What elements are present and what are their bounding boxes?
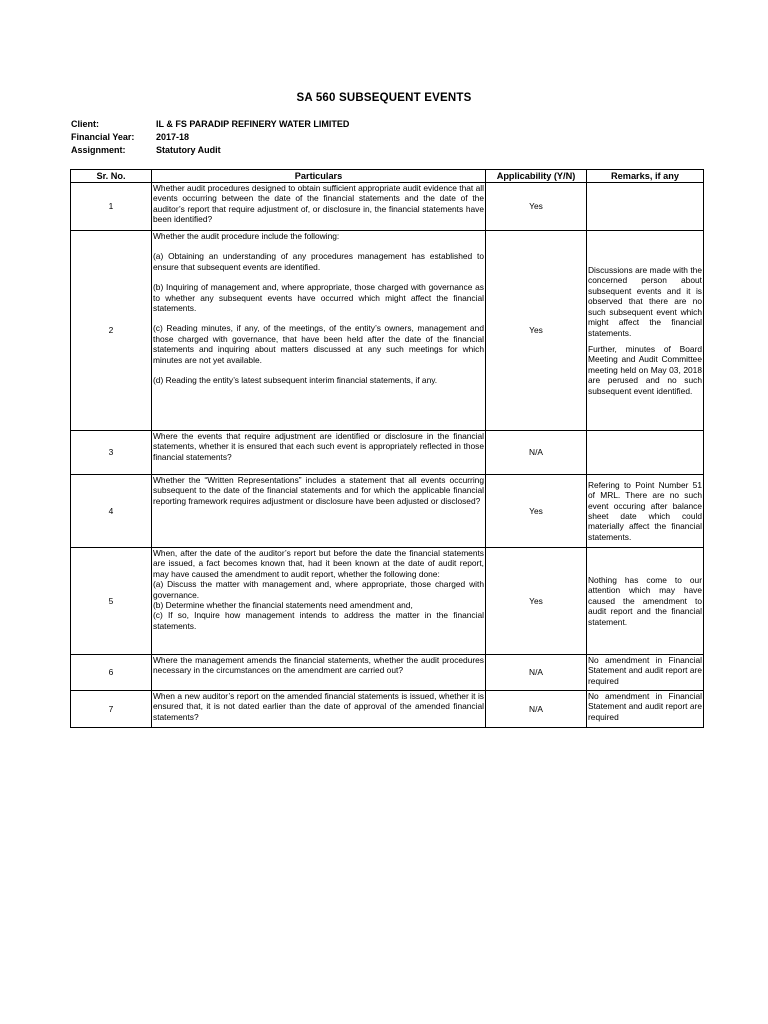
remarks-text: Discussions are made with the concerned person about subsequent events and it is observed that there are no such subsequent event which might affect the financial statements. bbox=[588, 265, 702, 338]
particulars-intro: Whether the audit procedure include the following: bbox=[153, 231, 340, 241]
financial-year-value: 2017-18 bbox=[156, 132, 190, 142]
particulars-item-c: (c) If so, Inquire how management intends to address the matter in the financial statements. bbox=[153, 610, 484, 631]
remarks-text: Nothing has come to our attention which may have caused the amendment to audit report and the financial statement. bbox=[588, 574, 702, 627]
particulars-cell bbox=[152, 655, 486, 691]
remarks-text-2: Further, minutes of Board Meeting and Audit Committee meeting held on May 03, 2018 are perused and no such subsequent event identified. bbox=[588, 343, 702, 396]
financial-year-label: Financial Year: bbox=[71, 132, 135, 142]
table-row bbox=[71, 431, 704, 475]
table-header-row bbox=[71, 170, 704, 183]
table-row bbox=[71, 548, 704, 655]
sr-no-cell: 2 bbox=[71, 231, 152, 431]
remarks-cell bbox=[587, 691, 704, 728]
sr-no-cell: 7 bbox=[71, 691, 152, 728]
remarks-text: No amendment in Financial Statement and audit report are required bbox=[588, 655, 702, 686]
sr-no-cell: 4 bbox=[71, 475, 152, 548]
header-remarks: Remarks, if any bbox=[587, 170, 704, 183]
assignment-label: Assignment: bbox=[71, 145, 126, 155]
applicability-cell: N/A bbox=[486, 431, 587, 475]
remarks-cell bbox=[587, 548, 704, 655]
particulars-text: When a new auditor’s report on the amended financial statements is issued, whether it is ensured that, it is not dated earlier than the date of approval of the amended financial statements? bbox=[153, 691, 484, 722]
particulars-cell bbox=[152, 548, 486, 655]
particulars-text: Whether the “Written Representations” includes a statement that all events occurring subsequent to the date of the financial statements and for which the applicable financial reporting framework requires adjustment or disclosure have been adjusted or disclosed? bbox=[153, 475, 484, 506]
remarks-text: No amendment in Financial Statement and audit report are required bbox=[588, 691, 702, 722]
applicability-cell: N/A bbox=[486, 655, 587, 691]
particulars-text: Where the management amends the financial statements, whether the audit procedures necessary in the circumstances on the amendment are carried out? bbox=[153, 655, 484, 676]
client-row bbox=[71, 118, 349, 131]
sr-no-cell: 3 bbox=[71, 431, 152, 475]
remarks-cell bbox=[587, 475, 704, 548]
particulars-item-b: (b) Inquiring of management and, where appropriate, those charged with governance as to whether any subsequent events have occurred which might affect the financial statements. bbox=[153, 282, 484, 314]
assignment-value: Statutory Audit bbox=[156, 145, 221, 155]
table-row bbox=[71, 183, 704, 231]
particulars-cell bbox=[152, 691, 486, 728]
header-applicability: Applicability (Y/N) bbox=[486, 170, 587, 183]
sr-no-cell: 1 bbox=[71, 183, 152, 231]
particulars-text: Where the events that require adjustment are identified or disclosure in the financial statements, whether it is ensured that each such event is appropriately reflected in those financial statements? bbox=[153, 431, 484, 462]
sr-no-cell: 5 bbox=[71, 548, 152, 655]
engagement-details bbox=[71, 118, 349, 157]
subsequent-events-table bbox=[70, 169, 704, 728]
particulars-cell bbox=[152, 475, 486, 548]
particulars-item-a: (a) Obtaining an understanding of any procedures management has established to ensure that subsequent events are identified. bbox=[153, 251, 484, 272]
particulars-cell bbox=[152, 231, 486, 431]
remarks-cell bbox=[587, 183, 704, 231]
applicability-cell: Yes bbox=[486, 548, 587, 655]
remarks-cell bbox=[587, 655, 704, 691]
particulars-cell bbox=[152, 183, 486, 231]
particulars-item-d: (d) Reading the entity’s latest subsequent interim financial statements, if any. bbox=[153, 375, 438, 386]
remarks-cell bbox=[587, 431, 704, 475]
header-particulars: Particulars bbox=[152, 170, 486, 183]
applicability-cell: Yes bbox=[486, 183, 587, 231]
particulars-intro: When, after the date of the auditor’s report but before the date the financial statements are issued, a fact becomes known that, had it been known at the date of audit report, may have caused the amendment to audit report, whether the following done: bbox=[153, 548, 484, 579]
particulars-cell bbox=[152, 431, 486, 475]
header-sr-no: Sr. No. bbox=[71, 170, 152, 183]
applicability-cell: Yes bbox=[486, 475, 587, 548]
particulars-item-b: (b) Determine whether the financial statements need amendment and, bbox=[153, 600, 413, 611]
particulars-text: Whether audit procedures designed to obtain sufficient appropriate audit evidence that all events occurring between the date of the financial statements and the date of the auditor’s report that require adjustment of, or disclosure in, the financial statements have been identified? bbox=[153, 183, 484, 225]
financial-year-row bbox=[71, 131, 349, 144]
table-row bbox=[71, 691, 704, 728]
remarks-cell bbox=[587, 231, 704, 431]
client-label: Client: bbox=[71, 119, 99, 129]
applicability-cell: N/A bbox=[486, 691, 587, 728]
sr-no-cell: 6 bbox=[71, 655, 152, 691]
page-title: SA 560 SUBSEQUENT EVENTS bbox=[296, 92, 472, 104]
table-row bbox=[71, 475, 704, 548]
particulars-item-a: (a) Discuss the matter with management and, where appropriate, those charged with governance. bbox=[153, 579, 484, 600]
table-row bbox=[71, 231, 704, 431]
applicability-cell: Yes bbox=[486, 231, 587, 431]
client-value: IL & FS PARADIP REFINERY WATER LIMITED bbox=[156, 119, 350, 129]
particulars-item-c: (c) Reading minutes, if any, of the meetings, of the entity’s owners, management and those charged with governance, that have been held after the date of the financial statements and inquiring about matters discussed at any such meetings for which minutes are not yet available. bbox=[153, 323, 484, 365]
table-row bbox=[71, 655, 704, 691]
remarks-text: Refering to Point Number 51 of MRL. There are no such event occuring after balance sheet date which could materially affect the financial statements. bbox=[588, 479, 702, 542]
assignment-row bbox=[71, 144, 349, 157]
